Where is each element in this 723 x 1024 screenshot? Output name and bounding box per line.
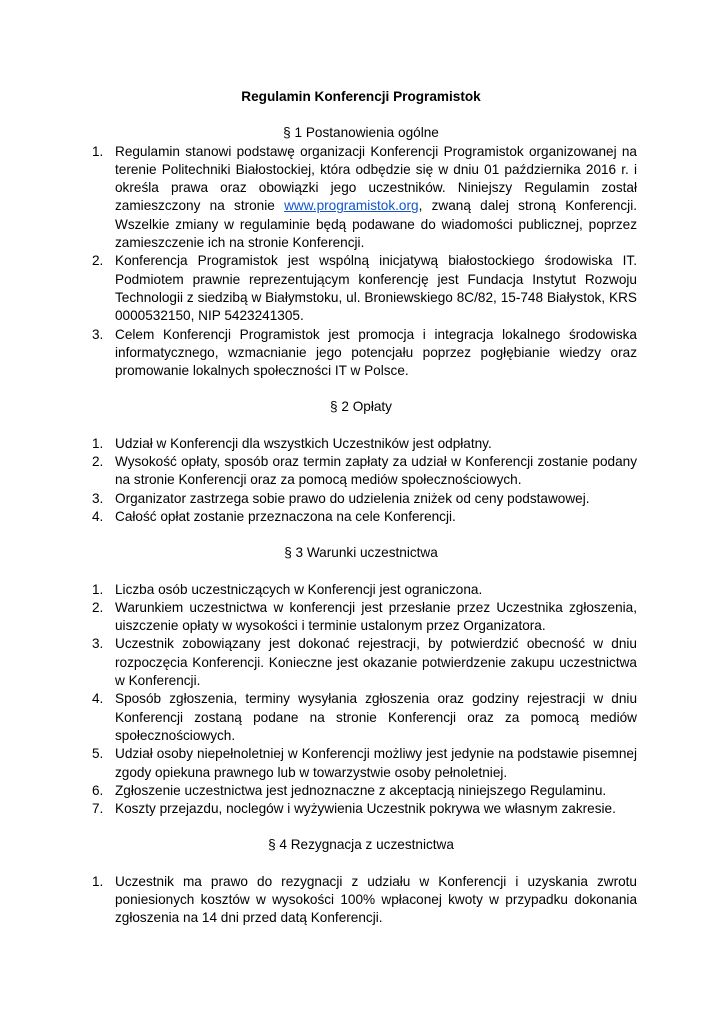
list-item xyxy=(85,599,637,636)
item-text: Uczestnik ma prawo do rezygnacji z udziału w Konferencji i uzyskania zwrotu poniesionych kosztów w wysokości 100% wpłaconej kwoty w przypadku dokonania zgłoszenia na 14 dni przed datą Konferencji. xyxy=(115,873,637,926)
item-number: 3. xyxy=(92,326,104,342)
section-list xyxy=(85,581,637,819)
list-item xyxy=(85,326,637,381)
spacer xyxy=(85,380,637,398)
section-1 xyxy=(85,124,637,380)
item-number: 6. xyxy=(92,782,104,798)
item-text: Wysokość opłaty, sposób oraz termin zapłaty za udział w Konferencji zostanie podany na stronie Konferencji oraz za pomocą mediów społecznościowych. xyxy=(115,454,637,488)
item-number: 1. xyxy=(92,143,104,159)
section-heading: § 2 Opłaty xyxy=(330,399,392,415)
spacer xyxy=(85,417,637,435)
item-number: 7. xyxy=(92,801,104,817)
spacer xyxy=(85,855,637,873)
list-item xyxy=(85,453,637,490)
section-heading: § 4 Rezygnacja z uczestnictwa xyxy=(268,837,454,853)
list-item xyxy=(85,435,637,453)
item-text: Udział w Konferencji dla wszystkich Uczestników jest odpłatny. xyxy=(115,435,492,451)
item-number: 5. xyxy=(92,746,104,762)
item-number: 4. xyxy=(92,691,104,707)
item-number: 3. xyxy=(92,490,104,506)
spacer xyxy=(85,818,637,836)
item-text: Całość opłat zostanie przeznaczona na cele Konferencji. xyxy=(115,508,456,524)
section-4 xyxy=(85,836,637,927)
section-2 xyxy=(85,398,637,526)
list-item xyxy=(85,635,637,690)
item-text: Uczestnik zobowiązany jest dokonać rejestracji, by potwierdzić obecność w dniu rozpoczęcia Konferencji. Konieczne jest okazanie potwierdzenie zakupu uczestnictwa w Konferencji. xyxy=(115,636,637,689)
section-list xyxy=(85,143,637,381)
item-text-before: Regulamin stanowi podstawę organizacji Konferencji Programistok organizowanej na terenie Politechniki Białostockiej, która odbędzie się w dniu 01 października 2016 r. i określa prawa oraz obowiązki jego uczestników. Niniejszy Regulamin został zamieszczony na stronie xyxy=(115,143,637,214)
list-item xyxy=(85,143,637,253)
item-text: Zgłoszenie uczestnictwa jest jednoznaczne z akceptacją niniejszego Regulaminu. xyxy=(115,782,607,798)
website-link[interactable]: www.programistok.org xyxy=(284,198,419,214)
item-text: Udział osoby niepełnoletniej w Konferencji możliwy jest jedynie na podstawie pisemnej zgody opiekuna prawnego lub w towarzystwie osoby pełnoletniej. xyxy=(115,746,637,780)
item-text xyxy=(115,143,637,253)
item-number: 2. xyxy=(92,253,104,269)
item-text: Organizator zastrzega sobie prawo do udzielenia zniżek od ceny podstawowej. xyxy=(115,490,590,506)
item-text: Konferencja Programistok jest wspólną inicjatywą białostockiego środowiska IT. Podmiotem prawnie reprezentującym konferencję jest Fundacja Instytut Rozwoju Technologii z siedzibą w Białymstoku, ul. Broniewskiego 8C/82, 15-748 Białystok, KRS 0000532150, NIP 5423241305. xyxy=(115,253,637,324)
item-text: Celem Konferencji Programistok jest promocja i integracja lokalnego środowiska informatycznego, wzmacnianie jego potencjału poprzez pogłębianie wiedzy oraz promowanie lokalnych społeczności IT w Polsce. xyxy=(115,326,637,379)
list-item xyxy=(85,581,637,599)
item-text: Liczba osób uczestniczących w Konferencji jest ograniczona. xyxy=(115,581,483,597)
item-number: 4. xyxy=(92,508,104,524)
list-item xyxy=(85,690,637,745)
list-item xyxy=(85,873,637,928)
list-item xyxy=(85,508,637,526)
item-text: Warunkiem uczestnictwa w konferencji jest przesłanie przez Uczestnika zgłoszenia, uiszczenie opłaty w wysokości i terminie ustalonym przez Organizatora. xyxy=(115,599,637,634)
item-number: 1. xyxy=(92,873,104,889)
item-text-after: , zwaną dalej stroną Konferencji. Wszelkie zmiany w regulaminie będą podawane do wiadomości publicznej, poprzez zamieszczenie ich na stronie Konferencji. xyxy=(115,198,637,251)
section-heading: § 3 Warunki uczestnictwa xyxy=(284,545,438,561)
item-number: 1. xyxy=(92,581,104,597)
spacer xyxy=(85,526,637,544)
spacer xyxy=(85,563,637,581)
list-item xyxy=(85,252,637,325)
section-list xyxy=(85,435,637,526)
list-item xyxy=(85,745,637,782)
document-title: Regulamin Konferencji Programistok xyxy=(241,89,481,104)
list-item xyxy=(85,800,637,818)
item-text: Sposób zgłoszenia, terminy wysyłania zgłoszenia oraz godziny rejestracji w dniu Konferencji zostaną podane na stronie Konferencji oraz za pomocą mediów społecznościowych. xyxy=(115,691,637,743)
item-number: 2. xyxy=(92,599,104,615)
list-item xyxy=(85,490,637,508)
section-heading: § 1 Postanowienia ogólne xyxy=(283,125,439,141)
item-number: 1. xyxy=(92,435,104,451)
item-text: Koszty przejazdu, noclegów i wyżywienia Uczestnik pokrywa we własnym zakresie. xyxy=(115,801,616,817)
section-list xyxy=(85,873,637,928)
item-number: 3. xyxy=(92,636,104,652)
list-item xyxy=(85,782,637,800)
section-3 xyxy=(85,544,637,818)
item-number: 2. xyxy=(92,454,104,470)
